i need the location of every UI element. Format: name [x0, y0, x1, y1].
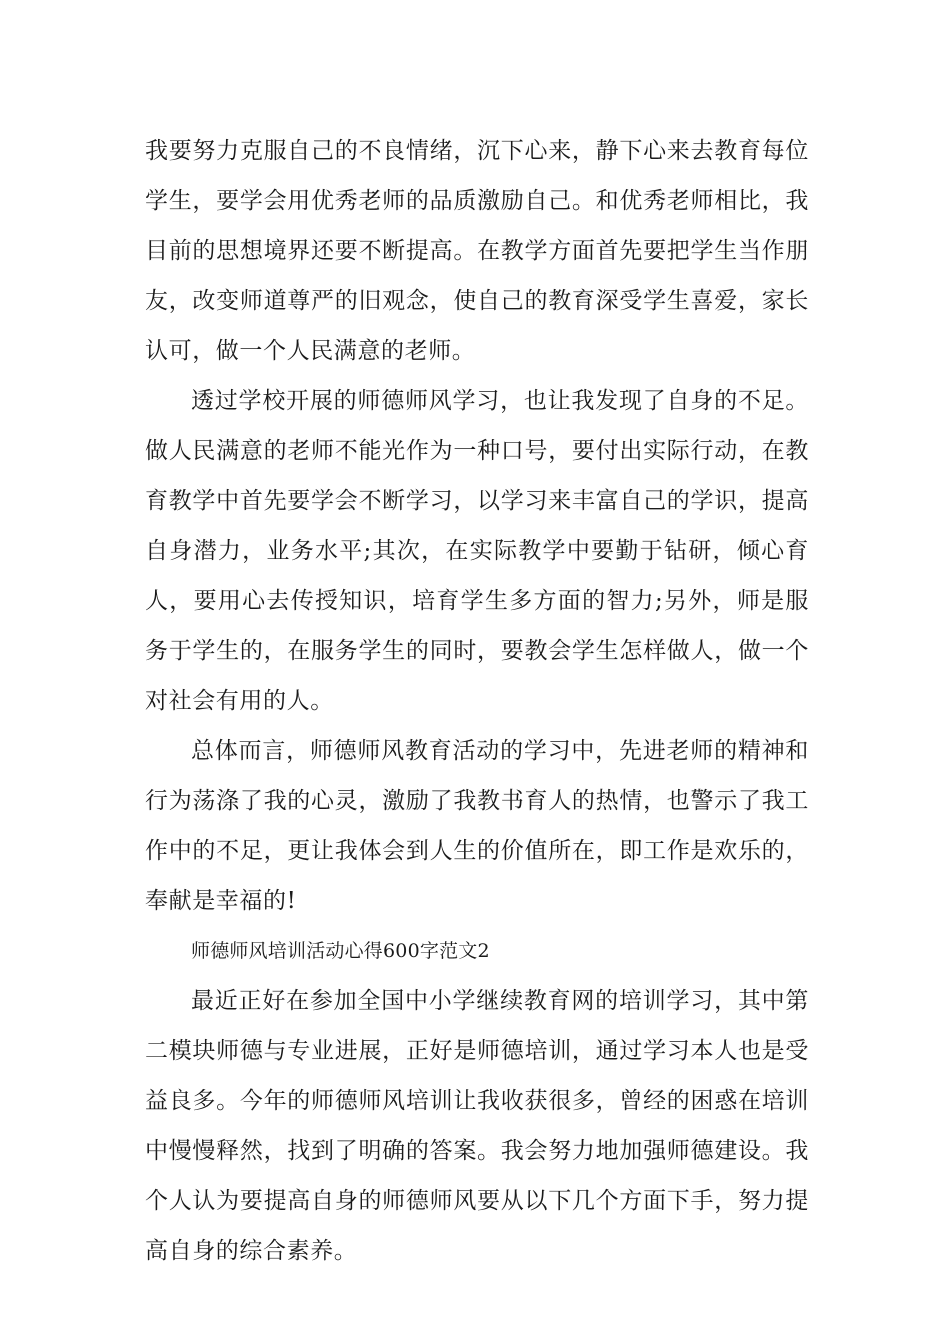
section-subheading: 师德师风培训活动心得600字范文2 — [191, 940, 490, 962]
paragraph: 总体而言，师德师风教育活动的学习中，先进老师的精神和行为荡涤了我的心灵，激励了我教书育人的热情，也警示了我工作中的不足，更让我体会到人生的价值所在，即工作是欢乐的，奉献是幸福的! — [145, 738, 809, 914]
paragraph: 最近正好在参加全国中小学继续教育网的培训学习，其中第二模块师德与专业进展，正好是师德培训，通过学习本人也是受益良多。今年的师德师风培训让我收获很多，曾经的困惑在培训中慢慢释然，找到了明确的答案。我会努力地加强师德建设。我个人认为要提高自身的师德师风要从以下几个方面下手，努力提高自身的综合素养。 — [145, 988, 809, 1264]
document-body — [145, 126, 809, 1276]
paragraph-continued: 我要努力克服自己的不良情绪，沉下心来，静下心来去教育每位学生，要学会用优秀老师的品质激励自己。和优秀老师相比，我目前的思想境界还要不断提高。在教学方面首先要把学生当作朋友，改变师道尊严的旧观念，使自己的教育深受学生喜爱，家长认可，做一个人民满意的老师。 — [145, 138, 809, 364]
paragraph: 透过学校开展的师德师风学习，也让我发现了自身的不足。做人民满意的老师不能光作为一种口号，要付出实际行动，在教育教学中首先要学会不断学习，以学习来丰富自己的学识，提高自身潜力，业务水平;其次，在实际教学中要勤于钻研，倾心育人，要用心去传授知识，培育学生多方面的智力;另外，师是服务于学生的，在服务学生的同时，要教会学生怎样做人，做一个对社会有用的人。 — [145, 388, 809, 714]
